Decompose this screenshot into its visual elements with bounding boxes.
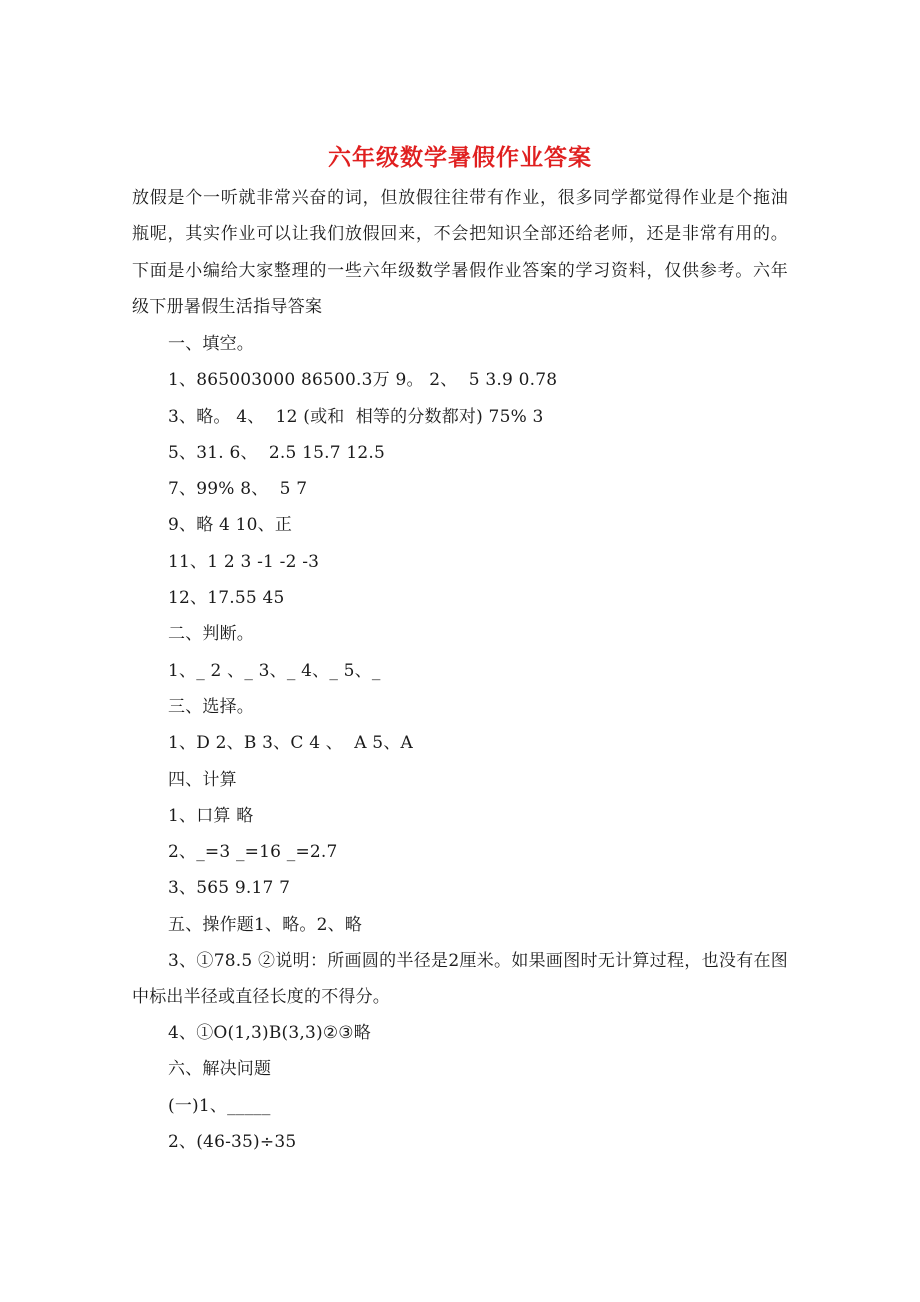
answer-line: 2、(46-35)÷35 (168, 1131, 297, 1152)
answer-line: 11、1 2 3 -1 -2 -3 (168, 551, 320, 572)
section-heading-calculation: 四、计算 (168, 769, 237, 790)
answer-line: 9、略 4 10、正 (168, 515, 293, 536)
answer-line: 1、_ 2 、_ 3、_ 4、_ 5、_ (168, 660, 381, 681)
section-heading-judgement: 二、判断。 (168, 624, 254, 645)
answer-lines-after (168, 1015, 788, 1160)
answer-line: 5、31. 6、 2.5 15.7 12.5 (168, 442, 386, 463)
answer-line: 3、565 9.17 7 (168, 878, 291, 899)
answer-line: 12、17.55 45 (168, 588, 285, 609)
section-heading-choice: 三、选择。 (168, 696, 254, 717)
section-heading-operation: 五、操作题1、略。2、略 (168, 914, 363, 935)
section-heading-fill-in: 一、填空。 (168, 334, 254, 354)
answer-line: 4、①O(1,3)B(3,3)②③略 (168, 1023, 371, 1043)
answer-line: 3、略。 4、 12 (或和 相等的分数都对) 75% 3 (168, 406, 544, 427)
answer-line: 7、99% 8、 5 7 (168, 479, 308, 500)
answer-line: 1、口算 略 (168, 805, 254, 826)
section-heading-problems: 六、解决问题 (168, 1059, 272, 1080)
answer-line: 1、D 2、B 3、C 4 、 A 5、A (168, 733, 413, 754)
answer-paragraph: 3、①78.5 ②说明：所画圆的半径是2厘米。如果画图时无计算过程，也没有在图中标出半径或直径长度的不得分。 (132, 951, 788, 1008)
document-title: 六年级数学暑假作业答案 (328, 144, 592, 171)
answer-line: 2、_=3 _=16 _=2.7 (168, 842, 338, 863)
answer-line: (一)1、_____ (168, 1095, 271, 1116)
answer-line: 1、865003000 86500.3万 9。 2、 5 3.9 0.78 (168, 370, 558, 391)
answer-lines (168, 326, 788, 943)
intro-paragraph: 放假是个一听就非常兴奋的词，但放假往往带有作业，很多同学都觉得作业是个拖油瓶呢，其实作业可以让我们放假回来，不会把知识全部还给老师，还是非常有用的。下面是小编给大家整理的一些六年级数学暑假作业答案的学习资料，仅供参考。六年级下册暑假生活指导答案 (132, 188, 788, 317)
